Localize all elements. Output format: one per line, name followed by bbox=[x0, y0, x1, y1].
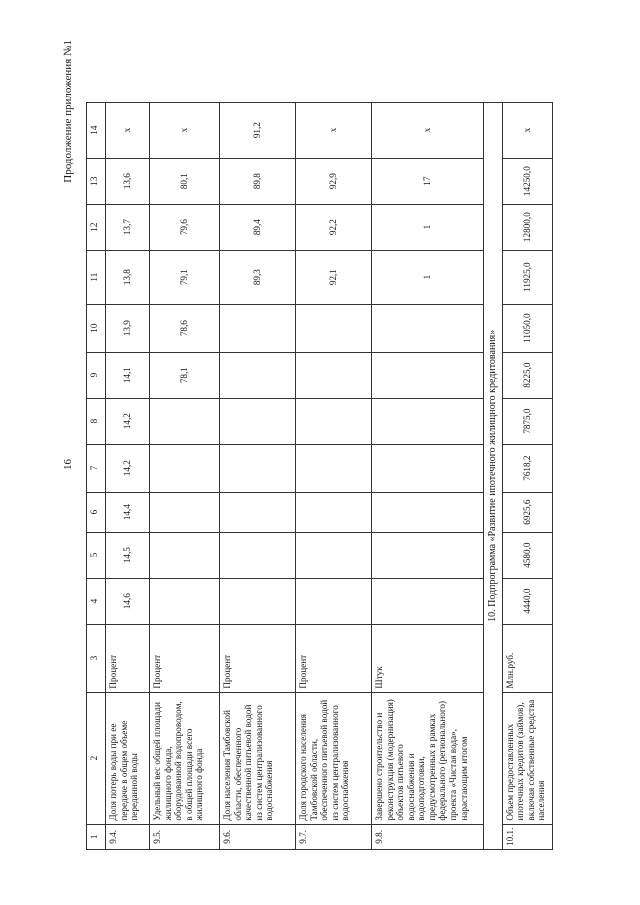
header-cell: 11 bbox=[87, 250, 106, 304]
value-cell: 79,1 bbox=[150, 250, 220, 304]
value-cell bbox=[150, 532, 220, 578]
table-row bbox=[502, 102, 552, 849]
value-cell: 13,7 bbox=[106, 204, 150, 250]
value-cell bbox=[296, 444, 372, 492]
value-cell: 14,2 bbox=[106, 444, 150, 492]
section-row bbox=[484, 102, 503, 849]
value-cell bbox=[150, 444, 220, 492]
value-cell: 91,2 bbox=[220, 102, 296, 158]
value-cell bbox=[372, 444, 484, 492]
rotated-table-page bbox=[62, 40, 572, 850]
page-number: 16 bbox=[62, 459, 74, 470]
value-cell bbox=[296, 352, 372, 398]
table-row bbox=[372, 102, 484, 849]
value-cell bbox=[220, 444, 296, 492]
row-number: 9.5. bbox=[150, 824, 220, 849]
value-cell: 78,6 bbox=[150, 304, 220, 352]
header-cell: 12 bbox=[87, 204, 106, 250]
value-cell: 89,4 bbox=[220, 204, 296, 250]
value-cell: х bbox=[150, 102, 220, 158]
header-cell: 6 bbox=[87, 492, 106, 532]
value-cell: 92,9 bbox=[296, 158, 372, 204]
value-cell bbox=[372, 532, 484, 578]
header-cell: 7 bbox=[87, 444, 106, 492]
value-cell: х bbox=[502, 102, 552, 158]
table-row bbox=[220, 102, 296, 849]
row-number: 9.6. bbox=[220, 824, 296, 849]
header-cell: 14 bbox=[87, 102, 106, 158]
unit-cell: Штук bbox=[372, 624, 484, 692]
section-title: 10. Подпрограмма «Развитие ипотечного жилищного кредитования» bbox=[484, 102, 503, 849]
value-cell: 89,3 bbox=[220, 250, 296, 304]
header-cell: 5 bbox=[87, 532, 106, 578]
value-cell bbox=[296, 492, 372, 532]
indicator-name: Доля потерь воды при ее передаче в общем объеме переданной воды bbox=[106, 692, 150, 824]
value-cell: 14,4 bbox=[106, 492, 150, 532]
value-cell bbox=[296, 304, 372, 352]
value-cell bbox=[372, 352, 484, 398]
unit-cell: Процент bbox=[150, 624, 220, 692]
value-cell bbox=[220, 304, 296, 352]
unit-cell: Процент bbox=[296, 624, 372, 692]
unit-cell: Процент bbox=[106, 624, 150, 692]
value-cell: 92,2 bbox=[296, 204, 372, 250]
value-cell bbox=[372, 398, 484, 444]
value-cell bbox=[296, 532, 372, 578]
indicator-name: Завершено строительство и реконструкция (модернизация) объектов питьевого водоснабжения и водоподготовки, предусмотренных в рамках федерального (регионального) проекта «Чистая вода», нарастающим итогом bbox=[372, 692, 484, 824]
row-number: 9.7. bbox=[296, 824, 372, 849]
value-cell: 79,6 bbox=[150, 204, 220, 250]
value-cell bbox=[372, 304, 484, 352]
value-cell bbox=[150, 492, 220, 532]
indicator-table bbox=[86, 102, 553, 850]
value-cell bbox=[220, 492, 296, 532]
indicator-name: Доля городского населения Тамбовской области, обеспеченного питьевой водой из систем централизованного водоснабжения bbox=[296, 692, 372, 824]
value-cell: 92,1 bbox=[296, 250, 372, 304]
value-cell bbox=[296, 578, 372, 624]
value-cell: 13,8 bbox=[106, 250, 150, 304]
value-cell: 11925,0 bbox=[502, 250, 552, 304]
continuation-label: Продолжение приложения №1 bbox=[62, 40, 74, 183]
header-row bbox=[87, 102, 106, 849]
value-cell: х bbox=[372, 102, 484, 158]
table-row bbox=[296, 102, 372, 849]
value-cell: 14,6 bbox=[106, 578, 150, 624]
value-cell: 7875,0 bbox=[502, 398, 552, 444]
header-cell: 13 bbox=[87, 158, 106, 204]
value-cell: 4440,0 bbox=[502, 578, 552, 624]
value-cell: 78,1 bbox=[150, 352, 220, 398]
indicator-name: Доля населения Тамбовской области, обеспеченного качественной питьевой водой из систем централизованного водоснабжения bbox=[220, 692, 296, 824]
value-cell: 1 bbox=[372, 204, 484, 250]
value-cell: 11050,0 bbox=[502, 304, 552, 352]
row-number: 9.8. bbox=[372, 824, 484, 849]
value-cell: 14,1 bbox=[106, 352, 150, 398]
value-cell: 13,9 bbox=[106, 304, 150, 352]
table-row bbox=[150, 102, 220, 849]
value-cell: 14,5 bbox=[106, 532, 150, 578]
table-row bbox=[106, 102, 150, 849]
value-cell: 13,6 bbox=[106, 158, 150, 204]
value-cell bbox=[150, 398, 220, 444]
value-cell bbox=[220, 532, 296, 578]
value-cell bbox=[372, 492, 484, 532]
header-cell: 8 bbox=[87, 398, 106, 444]
value-cell bbox=[220, 398, 296, 444]
value-cell: 14,2 bbox=[106, 398, 150, 444]
value-cell: 80,1 bbox=[150, 158, 220, 204]
value-cell: 1 bbox=[372, 250, 484, 304]
value-cell: 14250,0 bbox=[502, 158, 552, 204]
value-cell: 6925,6 bbox=[502, 492, 552, 532]
value-cell: х bbox=[106, 102, 150, 158]
value-cell bbox=[150, 578, 220, 624]
header-cell: 10 bbox=[87, 304, 106, 352]
row-number: 9.4. bbox=[106, 824, 150, 849]
value-cell bbox=[296, 398, 372, 444]
value-cell: 12800,0 bbox=[502, 204, 552, 250]
value-cell bbox=[220, 578, 296, 624]
header-cell: 1 bbox=[87, 824, 106, 849]
value-cell: 4580,0 bbox=[502, 532, 552, 578]
value-cell: 8225,0 bbox=[502, 352, 552, 398]
value-cell: х bbox=[296, 102, 372, 158]
value-cell: 7618,2 bbox=[502, 444, 552, 492]
row-number: 10.1. bbox=[502, 824, 552, 849]
value-cell: 17 bbox=[372, 158, 484, 204]
header-cell: 3 bbox=[87, 624, 106, 692]
value-cell: 89,8 bbox=[220, 158, 296, 204]
header-cell: 9 bbox=[87, 352, 106, 398]
unit-cell: Млн.руб. bbox=[502, 624, 552, 692]
value-cell bbox=[372, 578, 484, 624]
indicator-name: Удельный вес общей площади жилищного фонда, оборудованной водопроводом, в общей площади всего жилищного фонда bbox=[150, 692, 220, 824]
unit-cell: Процент bbox=[220, 624, 296, 692]
value-cell bbox=[220, 352, 296, 398]
header-cell: 2 bbox=[87, 692, 106, 824]
indicator-name: Объем предоставленных ипотечных кредитов (займов), включая собственные средства населения bbox=[502, 692, 552, 824]
header-cell: 4 bbox=[87, 578, 106, 624]
